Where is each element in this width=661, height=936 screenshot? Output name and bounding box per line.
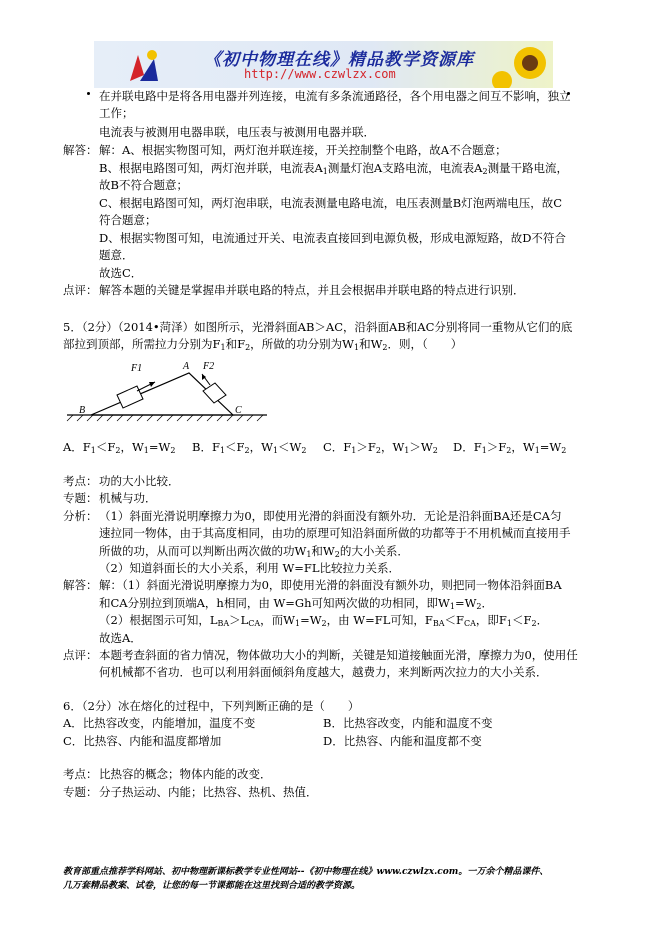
header-banner — [94, 41, 553, 88]
footer-line: 教育部重点推荐学科网站、初中物理新课标教学专业性网站--《初中物理在线》www.czwlzx.com。一万余个精品课件、 — [63, 867, 549, 877]
text-line: 解答本题的关键是掌握串并联电路的特点，并且会根据串并联电路的特点进行识别． — [99, 283, 525, 297]
text-line: 在并联电路中是将各用电器并列连接，电流有多条流通路径，各个用电器之间互不影响，独立 — [99, 89, 571, 103]
option-b: B．比热容改变，内能和温度不变 — [323, 716, 493, 730]
text-line: （1）斜面光滑说明摩擦力为0，即使用光滑的斜面没有额外功．无论是沿斜面BA还是CA匀 — [99, 509, 562, 523]
sunflower-icon — [492, 41, 553, 88]
label-dianping: 点评： — [63, 283, 98, 297]
marker-dot — [87, 92, 90, 95]
text-line: 和CA分别拉到顶端A，h相同，由 W=Gh可知两次做的功相同，即$W_1=W_2$． — [99, 596, 493, 611]
text-line: 本题考查斜面的省力情况，物体做功大小的判断，关键是知道接触面光滑，摩擦力为0，使用任 — [99, 648, 578, 662]
question-5-line: 部拉到顶部，所需拉力分别为$F_1$和$F_2$，所做的功分别为$W_1$和$W_2$．则，（ ） — [63, 337, 463, 352]
text-line: 故选A． — [99, 631, 142, 645]
label-fenxi: 分析： — [63, 509, 98, 523]
text-line: 比热容的概念；物体内能的改变． — [99, 767, 272, 781]
footer-line: 几万套精品教案、试卷，让您的每一节课都能在这里找到合适的教学资源。 — [63, 881, 361, 891]
text-line: 故B不符合题意； — [99, 178, 188, 192]
option-d: D．比热容、内能和温度都不变 — [323, 734, 482, 748]
question-6-line: 6．（2分）冰在熔化的过程中，下列判断正确的是（ ） — [63, 699, 360, 713]
banner-url: http://www.czwlzx.com — [244, 67, 396, 81]
text-line: 符合题意； — [99, 213, 157, 227]
option-a: A．$F_1<F_2$，$W_1=W_2$ — [63, 440, 176, 455]
text-line: 电流表与被测用电器串联，电压表与被测用电器并联． — [99, 125, 375, 139]
text-line: 速拉同一物体，由于其高度相同，由功的原理可知沿斜面所做的功都等于不用机械而直接用手 — [99, 526, 571, 540]
option-c: C．比热容、内能和温度都增加 — [63, 734, 222, 748]
option-b: B．$F_1<F_2$，$W_1<W_2$ — [192, 440, 307, 455]
banner-title: 《初中物理在线》精品教学资源库 — [204, 50, 474, 70]
label-jieda: 解答： — [63, 143, 98, 157]
text-line: 解：A、根据实物图可知，两灯泡并联连接，开关控制整个电路，故A不合题意； — [99, 143, 507, 157]
text-line: 机械与功． — [99, 491, 157, 505]
text-line: C、根据电路图可知，两灯泡串联，电流表测量电路电流，电压表测量B灯泡两端电压，故C — [99, 196, 563, 210]
logo-icon — [124, 45, 164, 85]
incline-figure — [63, 355, 273, 425]
text-line: 所做的功，从而可以判断出两次做的功$W_1$和$W_2$的大小关系． — [99, 544, 409, 559]
label-f2: F2 — [203, 361, 215, 372]
label-kaodian: 考点： — [63, 767, 98, 781]
text-line: 故选C． — [99, 266, 143, 280]
label-f1: F1 — [131, 363, 143, 374]
text-line: B、根据电路图可知，两灯泡并联，电流表$A_1$测量灯泡A支路电流，电流表$A_2$测量干路电流， — [99, 161, 569, 176]
text-line: 工作； — [99, 106, 134, 120]
text-line: （2）根据图示可知，$L_{BA}>L_{CA}$，而$W_1=W_2$，由 W=FL可知，$F_{BA}<F_{CA}$，即$F_1<F_2$． — [99, 613, 549, 628]
text-line: 何机械都不省功．也可以利用斜面倾斜角度越大，越费力，来判断两次拉力的大小关系． — [99, 665, 548, 679]
text-line: 分子热运动、内能；比热容、热机、热值． — [99, 785, 318, 799]
label-zhuanti: 专题： — [63, 785, 98, 799]
option-a: A．比热容改变，内能增加，温度不变 — [63, 716, 256, 730]
label-dianping: 点评： — [63, 648, 98, 662]
label-jieda: 解答： — [63, 578, 98, 592]
label-a: A — [183, 361, 190, 372]
option-d: D．$F_1>F_2$，$W_1=W_2$ — [453, 440, 567, 455]
text-line: 解：（1）斜面光滑说明摩擦力为0，即使用光滑的斜面没有额外功，则把同一物体沿斜面BA — [99, 578, 562, 592]
question-5-line: 5．（2分）（2014•菏泽）如图所示，光滑斜面AB＞AC，沿斜面AB和AC分别将同一重物从它们的底 — [63, 320, 573, 334]
label-kaodian: 考点： — [63, 474, 98, 488]
text-line: 功的大小比较． — [99, 474, 180, 488]
label-zhuanti: 专题： — [63, 491, 98, 505]
label-c: C — [235, 405, 242, 416]
text-line: 题意． — [99, 248, 134, 262]
option-c: C．$F_1>F_2$，$W_1>W_2$ — [323, 440, 438, 455]
text-line: （2）知道斜面长的大小关系，利用 W=FL比较拉力关系． — [99, 561, 401, 575]
text-line: D、根据实物图可知，电流通过开关、电流表直接回到电源负极，形成电源短路，故D不符合 — [99, 231, 566, 245]
label-b: B — [79, 405, 86, 416]
